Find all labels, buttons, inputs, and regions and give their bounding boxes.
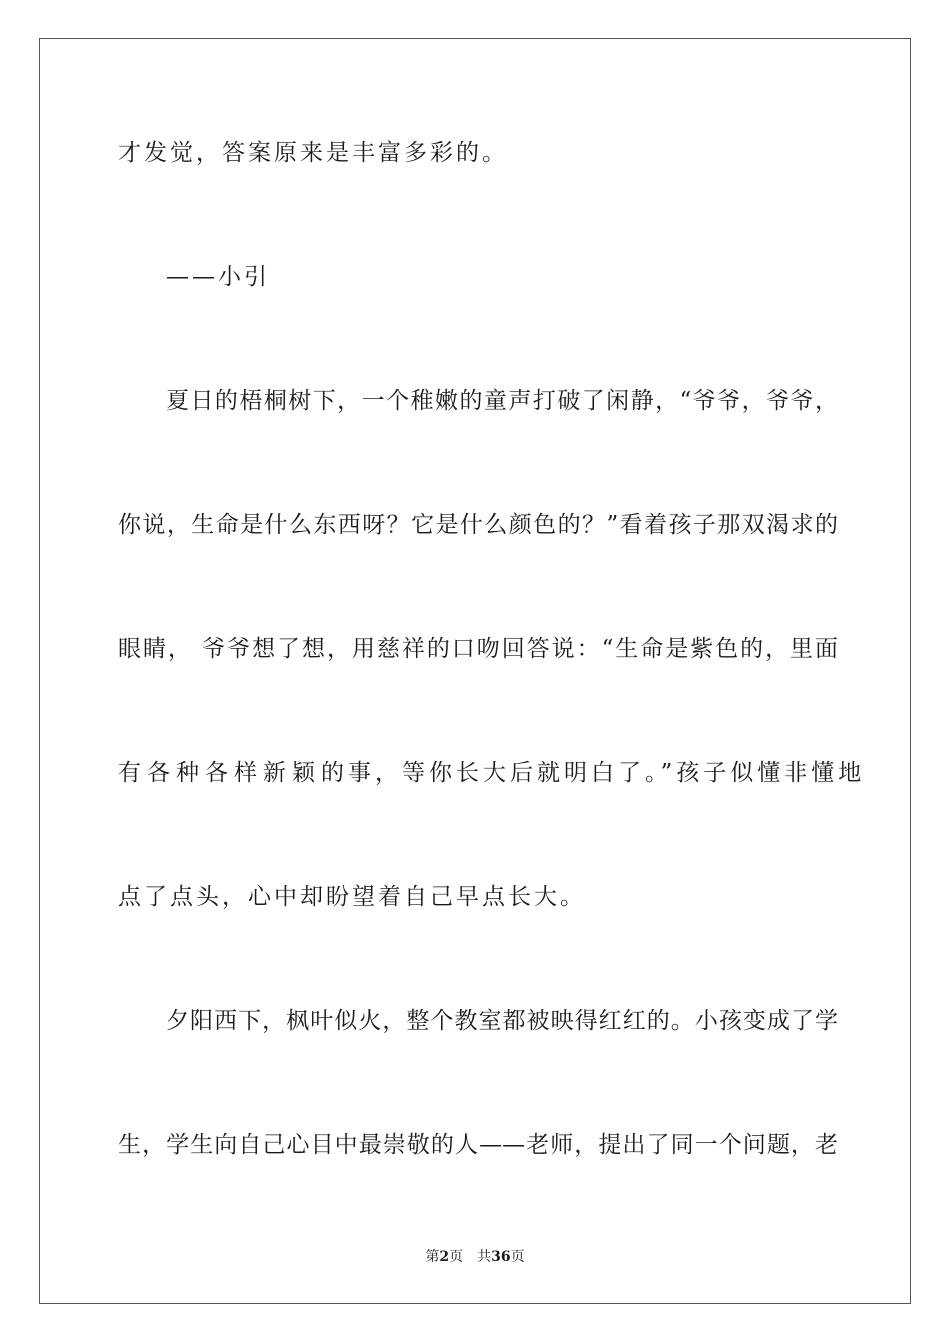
page-footer (0, 1248, 950, 1266)
paragraph-2-line-2: 生，学生向自己心目中最崇敬的人——老师，提出了同一个问题，老 (118, 1132, 838, 1158)
text-line-1: 才发觉，答案原来是丰富多彩的。 (118, 140, 508, 166)
paragraph-1-line-2: 你说，生命是什么东西呀？它是什么颜色的？”看着孩子那双渴求的 (118, 512, 838, 538)
footer-page-suffix: 页 (449, 1249, 464, 1265)
footer-total-prefix: 共 (477, 1249, 492, 1265)
footer-page-prefix: 第 (425, 1249, 440, 1265)
paragraph-1-line-4 (118, 758, 866, 788)
paragraph-1-line-4-part-1: 有各种各样新颖 (118, 760, 321, 786)
footer-total-suffix: 页 (510, 1249, 525, 1265)
epigraph-attribution: ——小引 (166, 264, 270, 290)
footer-page-number: 2 (439, 1249, 450, 1265)
paragraph-1-line-5: 点了点头，心中却盼望着自己早点长大。 (118, 884, 586, 910)
paragraph-2-line-1: 夕阳西下，枫叶似火，整个教室都被映得红红的。小孩变成了学 (166, 1008, 838, 1034)
paragraph-1-line-3: 眼睛， 爷爷想了想，用慈祥的口吻回答说：“生命是紫色的，里面 (118, 636, 838, 662)
paragraph-1-line-1: 夏日的梧桐树下，一个稚嫩的童声打破了闲静，“爷爷，爷爷， (166, 388, 838, 414)
footer-total-pages: 36 (491, 1249, 511, 1265)
paragraph-1-line-4-part-2: 的事，等你长大后就明白了。”孩子似懂非懂地 (321, 760, 866, 786)
page-border (39, 38, 911, 1304)
